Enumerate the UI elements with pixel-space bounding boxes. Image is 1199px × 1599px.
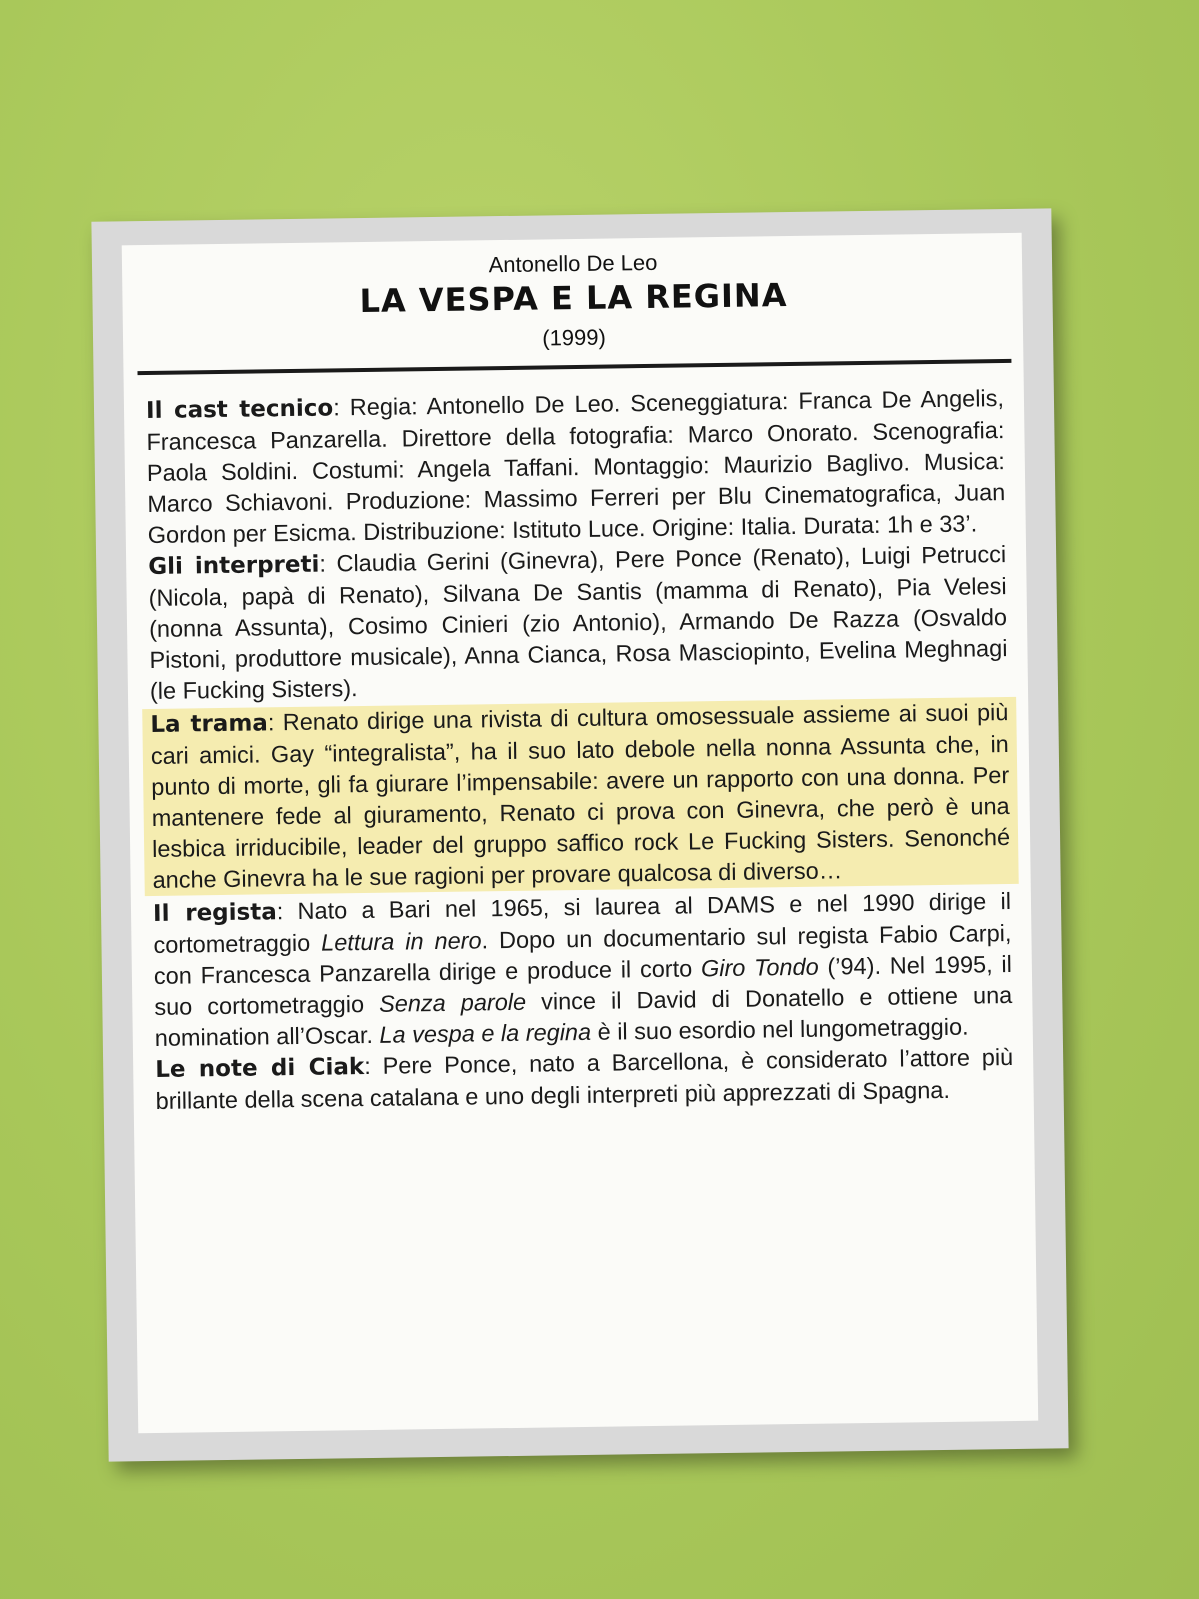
section-label: La trama xyxy=(150,710,269,738)
section-trama xyxy=(142,697,1019,896)
section-note-ciak xyxy=(155,1042,1014,1117)
director-name: Antonello De Leo xyxy=(488,249,658,278)
header-divider xyxy=(137,359,1011,375)
section-cast-tecnico xyxy=(146,383,1006,551)
card-content xyxy=(122,233,1038,1433)
section-label: Il cast tecnico xyxy=(145,395,334,425)
section-text: vince il David di Donatello e ottiene una nomination all’Oscar. xyxy=(154,981,1013,1051)
film-title: LA VESPA E LA REGINA xyxy=(359,276,788,321)
section-text: . Dopo un documentario sul regista Fabio Carpi, con Francesca Panzarella dirige e produce il corto xyxy=(153,919,1012,989)
section-text: : Renato dirige una rivista di cultura omosessuale assieme ai suoi più cari amici. Gay “integralista”, ha il suo lato debole nella nonna Assunta che, in punto di morte, gli fa giurare l’impensabile: avere un rapporto con una donna. Per mantenere fede al giuramento, Renato ci prova con Ginevra, che però è una lesbica irriducibile, leader del gruppo saffico rock Le Fucking Sisters. Senonché anche Ginevra ha le sue ragioni per provare qualcosa di diverso… xyxy=(150,699,1011,893)
section-text: : Nato a Bari nel 1965, si laurea al DAMS e nel 1990 dirige il cortometraggio xyxy=(153,887,1012,958)
section-regista xyxy=(153,886,1013,1054)
work-title: Senza parole xyxy=(378,988,527,1017)
section-text: : Pere Ponce, nato a Barcellona, è considerato l’attore più brillante della scena catalana e uno degli interpreti più apprezzati di Spagna. xyxy=(155,1043,1014,1114)
work-title: La vespa e la regina xyxy=(379,1018,592,1048)
section-interpreti xyxy=(148,539,1008,707)
section-label: Il regista xyxy=(152,899,277,927)
film-card xyxy=(91,208,1068,1461)
section-label: Le note di Ciak xyxy=(155,1054,365,1083)
section-text: : Claudia Gerini (Ginevra), Pere Ponce (Renato), Luigi Petrucci (Nicola, papà di Renato), Silvana De Santis (mamma di Renato), Pia Velesi (nonna Assunta), Cosimo Cinieri (zio Antonio), Armando De Razza (Osvaldo Pistoni, produttore musicale), Anna Cianca, Rosa Masciopinto, Evelina Meghnagi (le Fucking Sisters). xyxy=(148,541,1008,704)
section-label: Gli interpreti xyxy=(148,551,320,581)
section-text: : Regia: Antonello De Leo. Sceneggiatura: Franca De Angelis, Francesca Panzarella. Direttore della fotografia: Marco Onorato. Scenografia: Paola Soldini. Costumi: Angela Taffani. Montaggio: Maurizio Baglivo. Musica: Marco Schiavoni. Produzione: Massimo Ferreri per Blu Cinematografica, Juan Gordon per Esicma. Distribuzione: Istituto Luce. Origine: Italia. Durata: 1h e 33’. xyxy=(146,385,1006,549)
work-title: Giro Tondo xyxy=(700,953,819,982)
section-text: (’94). Nel 1995, il suo cortometraggio xyxy=(154,950,1013,1020)
film-year: (1999) xyxy=(542,324,607,351)
work-title: Lettura in nero xyxy=(320,927,482,956)
card-header xyxy=(144,245,1003,357)
section-text: è il suo esordio nel lungometraggio. xyxy=(590,1013,969,1045)
